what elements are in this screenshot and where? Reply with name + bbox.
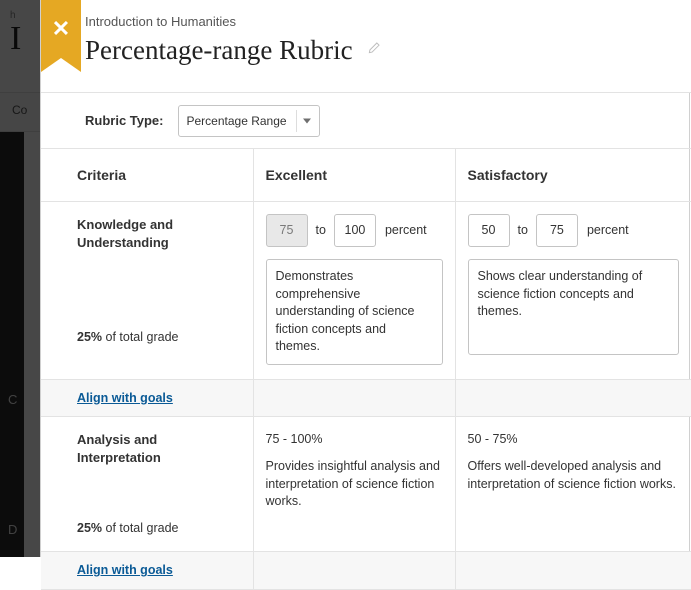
excellent-min-input[interactable]: 75 <box>266 214 308 247</box>
satisfactory-to-label: to <box>517 223 528 238</box>
align-spacer-satisfactory <box>455 379 691 417</box>
align-with-goals-link[interactable]: Align with goals <box>77 563 173 578</box>
satisfactory-cell[interactable] <box>455 417 691 552</box>
align-spacer-excellent <box>253 552 455 590</box>
satisfactory-cell <box>455 202 691 380</box>
rubric-type-select[interactable] <box>178 105 320 137</box>
satisfactory-min-input[interactable]: 50 <box>468 214 510 247</box>
criteria-cell <box>41 202 253 380</box>
modal-header <box>41 0 691 92</box>
rubric-modal <box>40 0 690 578</box>
criteria-name: Knowledge and Understanding <box>77 217 174 250</box>
satisfactory-percent-label: percent <box>586 223 629 238</box>
align-row <box>41 552 691 590</box>
column-header-excellent: Excellent <box>253 149 455 202</box>
rubric-table-container[interactable] <box>41 149 691 578</box>
excellent-range-text: 75 - 100% <box>265 432 323 447</box>
excellent-range-row <box>266 214 443 247</box>
rubric-type-label: Rubric Type: <box>85 113 164 128</box>
criteria-weight-value: 25% <box>77 330 103 345</box>
select-divider <box>296 110 297 132</box>
rubric-type-selected-value: Percentage Range <box>186 113 287 128</box>
criteria-weight-value: 25% <box>77 521 103 536</box>
excellent-description-input[interactable]: Demonstrates comprehensive understanding of science fiction concepts and themes. <box>266 259 443 365</box>
excellent-to-label: to <box>315 223 326 238</box>
close-button[interactable] <box>41 0 81 58</box>
column-header-satisfactory: Satisfactory <box>455 149 691 202</box>
criteria-cell <box>41 417 253 552</box>
criteria-weight <box>77 329 241 346</box>
rubric-table <box>41 149 691 590</box>
align-spacer-excellent <box>253 379 455 417</box>
course-breadcrumb: Introduction to Humanities <box>85 14 237 29</box>
criteria-weight-suffix: of total grade <box>102 330 179 345</box>
excellent-cell[interactable] <box>253 417 455 552</box>
close-icon[interactable]: ✕ <box>51 16 71 41</box>
align-cell <box>41 379 253 417</box>
excellent-cell <box>253 202 455 380</box>
satisfactory-description-input[interactable]: Shows clear understanding of science fiction concepts and themes. <box>468 259 680 355</box>
satisfactory-max-input[interactable]: 75 <box>536 214 578 247</box>
criteria-weight-suffix: of total grade <box>102 521 179 536</box>
rubric-type-row <box>41 92 691 149</box>
excellent-max-input[interactable]: 100 <box>334 214 376 247</box>
chevron-down-icon <box>303 118 311 123</box>
excellent-description: Provides insightful analysis and interpretation of science fiction works. <box>265 459 440 509</box>
excellent-percent-label: percent <box>384 223 427 238</box>
satisfactory-range-row <box>468 214 680 247</box>
satisfactory-range-text: 50 - 75% <box>467 432 518 447</box>
table-row <box>41 417 691 552</box>
page-title: Percentage-range Rubric <box>85 35 353 65</box>
align-with-goals-link[interactable]: Align with goals <box>77 390 173 405</box>
align-spacer-satisfactory <box>455 552 691 590</box>
align-row <box>41 379 691 417</box>
criteria-weight <box>77 520 241 537</box>
criteria-name: Analysis and Interpretation <box>77 432 161 465</box>
table-header-row <box>41 149 691 202</box>
table-row <box>41 202 691 380</box>
column-header-criteria: Criteria <box>41 149 253 202</box>
satisfactory-description: Offers well-developed analysis and interpretation of science fiction works. <box>467 459 676 491</box>
align-cell <box>41 552 253 590</box>
pencil-icon[interactable] <box>367 42 380 60</box>
